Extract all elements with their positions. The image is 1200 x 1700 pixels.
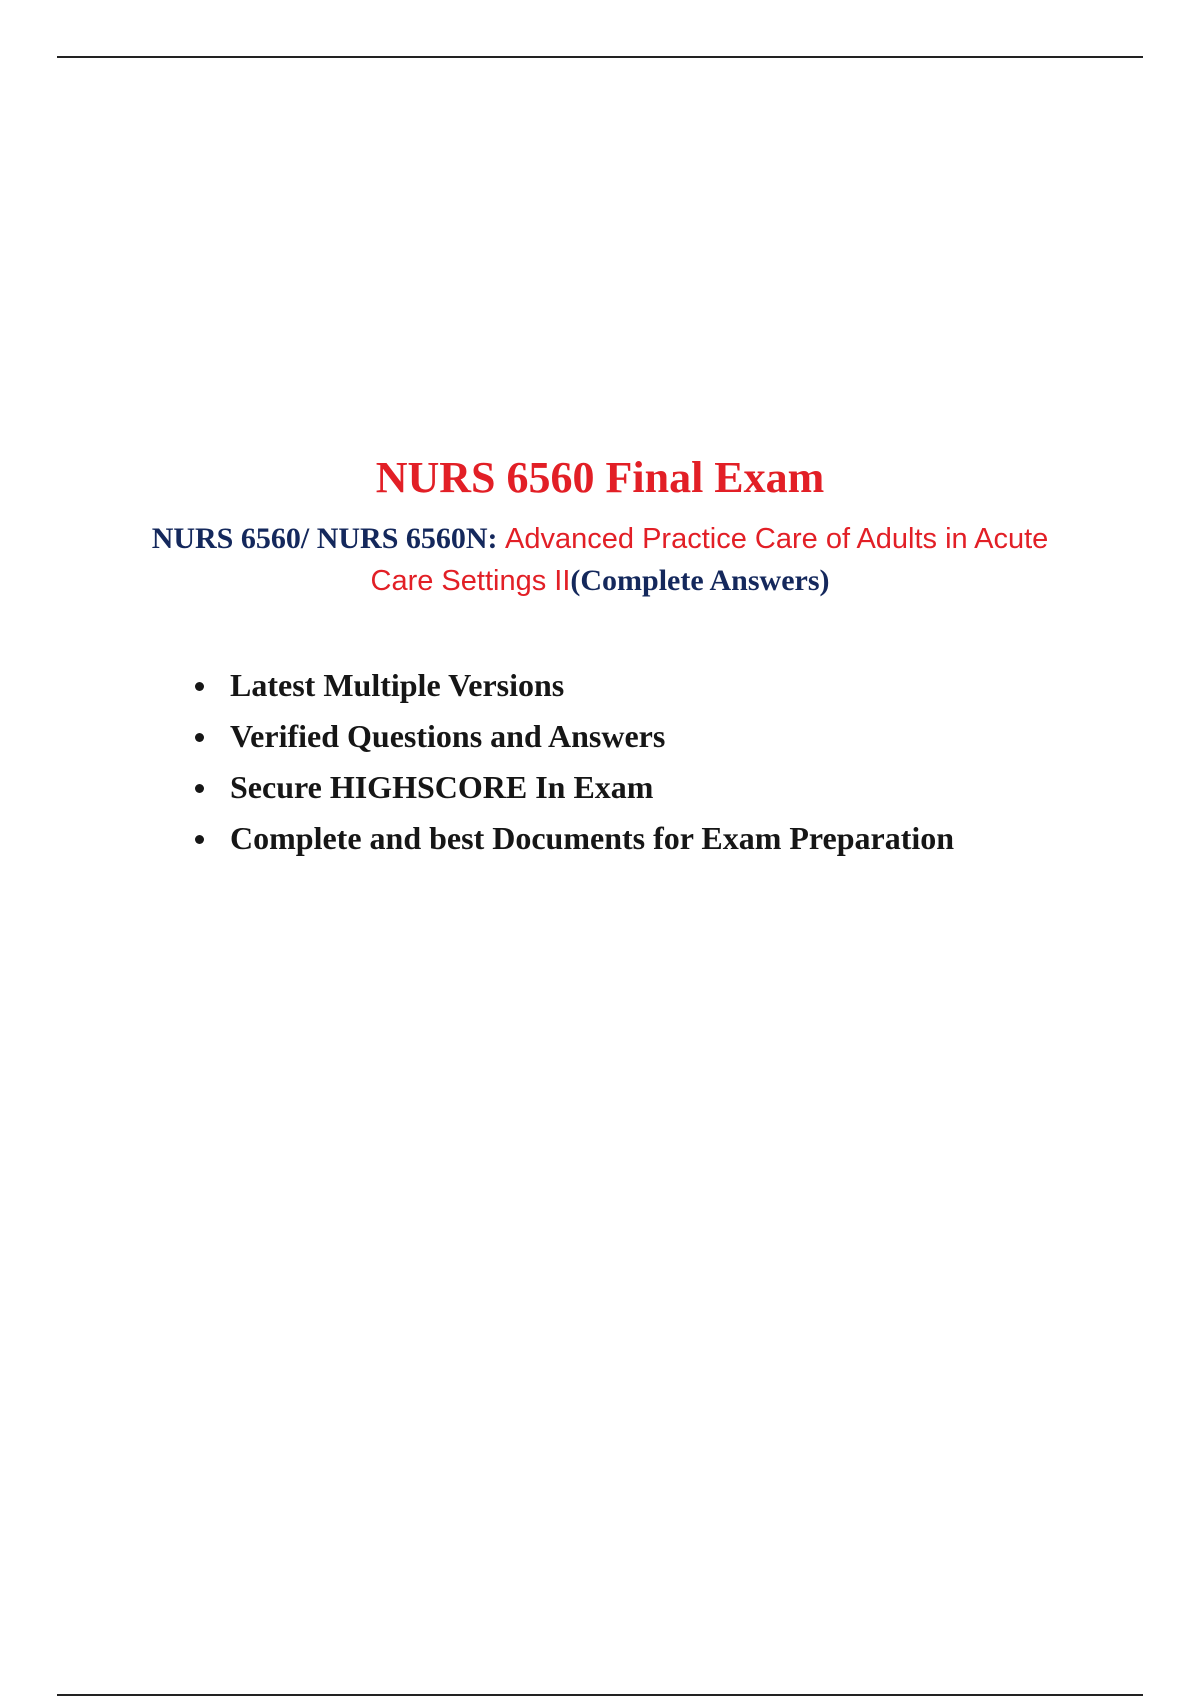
top-divider — [57, 56, 1143, 58]
course-name: Advanced Practice Care of Adults in Acute Care Settings II — [370, 523, 1049, 597]
feature-label: Complete and best Documents for Exam Preparation — [230, 820, 955, 856]
list-item — [195, 660, 1095, 711]
course-codes: NURS 6560/ NURS 6560N: — [151, 522, 498, 555]
document-title: NURS 6560 Final Exam — [375, 453, 825, 502]
bullet-icon — [195, 733, 204, 742]
feature-label: Verified Questions and Answers — [230, 718, 666, 754]
feature-list — [195, 660, 1095, 864]
list-item — [195, 813, 1095, 864]
bullet-icon — [195, 682, 204, 691]
list-item — [195, 711, 1095, 762]
bullet-icon — [195, 835, 204, 844]
complete-answers-label: (Complete Answers) — [570, 564, 830, 597]
list-item — [195, 762, 1095, 813]
bottom-divider — [57, 1694, 1143, 1696]
feature-label: Latest Multiple Versions — [230, 667, 565, 703]
document-subtitle — [140, 518, 1060, 602]
feature-label: Secure HIGHSCORE In Exam — [230, 769, 654, 805]
bullet-icon — [195, 784, 204, 793]
